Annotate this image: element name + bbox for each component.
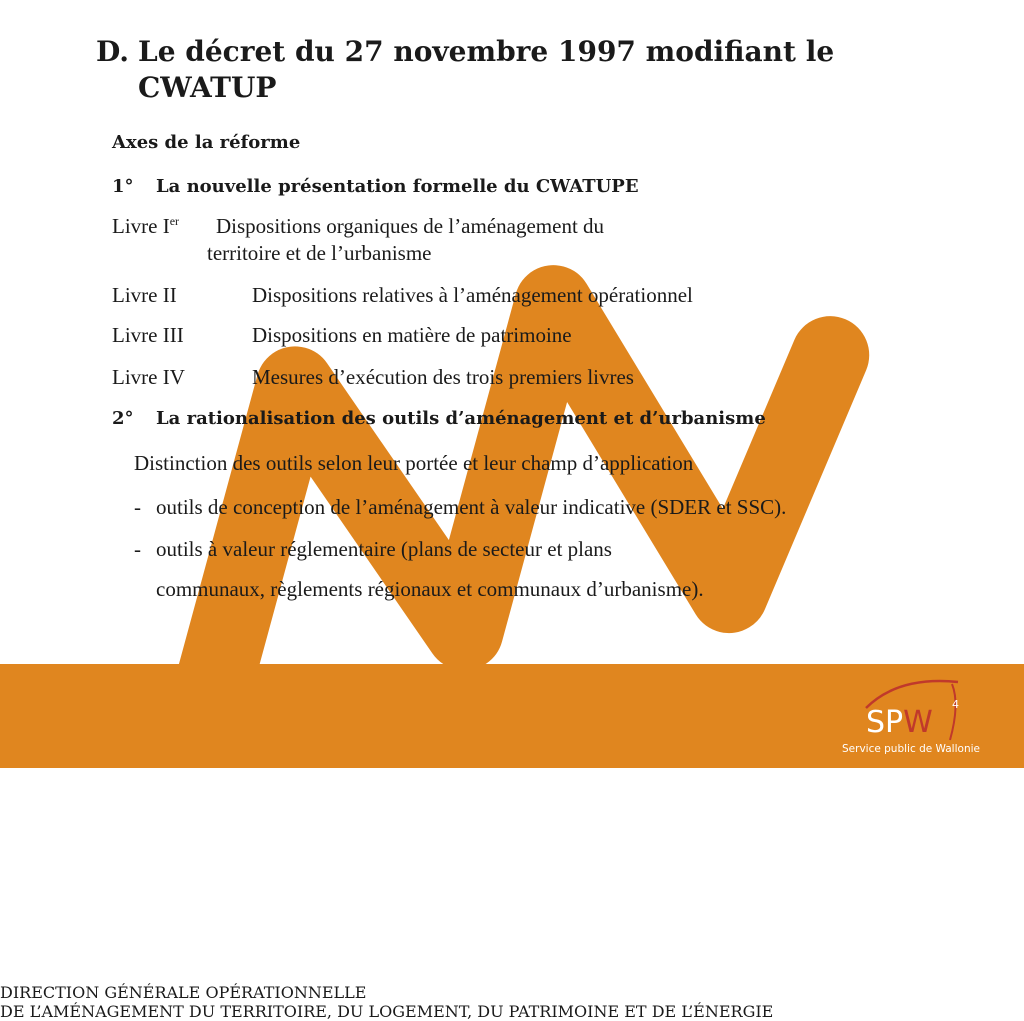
- bullet-2-dash: -: [134, 537, 141, 561]
- distinction-text: Distinction des outils selon leur portée et leur champ d’application: [134, 451, 694, 475]
- title-text: Le décret du 27 novembre 1997 modifiant le CWATUP: [138, 35, 835, 104]
- livre-1-label: Livre Ier: [112, 214, 180, 238]
- bullet-1-text: outils de conception de l’aménagement à valeur indicative (SDER et SSC).: [156, 495, 787, 519]
- livre-4-label: Livre IV: [112, 365, 185, 389]
- livre-4-desc: Mesures d’exécution des trois premiers livres: [252, 365, 634, 389]
- bullet-2-text-line2: communaux, règlements régionaux et communaux d’urbanisme).: [156, 577, 704, 601]
- livre-3-desc: Dispositions en matière de patrimoine: [252, 323, 572, 347]
- footer-department-line2: DE L’AMÉNAGEMENT DU TERRITOIRE, DU LOGEMENT, DU PATRIMOINE ET DE L’ÉNERGIE: [0, 1002, 774, 1021]
- bullet-1-dash: -: [134, 495, 141, 519]
- title-number: D.: [96, 35, 130, 68]
- section2-title: La rationalisation des outils d’aménagement et d’urbanisme: [156, 408, 766, 429]
- livre-1-desc-line2: territoire et de l’urbanisme: [207, 241, 432, 265]
- livre-3-label: Livre III: [112, 323, 184, 347]
- page-number: 4: [952, 698, 959, 711]
- subheading: Axes de la réforme: [112, 132, 301, 153]
- bullet-2-text-line1: outils à valeur réglementaire (plans de secteur et plans: [156, 537, 612, 561]
- spw-logo-subtitle: Service public de Wallonie: [842, 743, 980, 755]
- livre-1-sup: er: [169, 214, 180, 228]
- livre-1-desc-line1: Dispositions organiques de l’aménagement du: [216, 214, 605, 238]
- livre-2-desc: Dispositions relatives à l’aménagement opérationnel: [252, 283, 693, 307]
- spw-logo-text: SPW: [866, 705, 933, 740]
- livre-2-label: Livre II: [112, 283, 177, 307]
- section1-number: 1°: [112, 176, 134, 197]
- footer-department-line1: DIRECTION GÉNÉRALE OPÉRATIONNELLE: [0, 983, 367, 1003]
- section1-title: La nouvelle présentation formelle du CWATUPE: [156, 176, 639, 197]
- section2-number: 2°: [112, 408, 134, 429]
